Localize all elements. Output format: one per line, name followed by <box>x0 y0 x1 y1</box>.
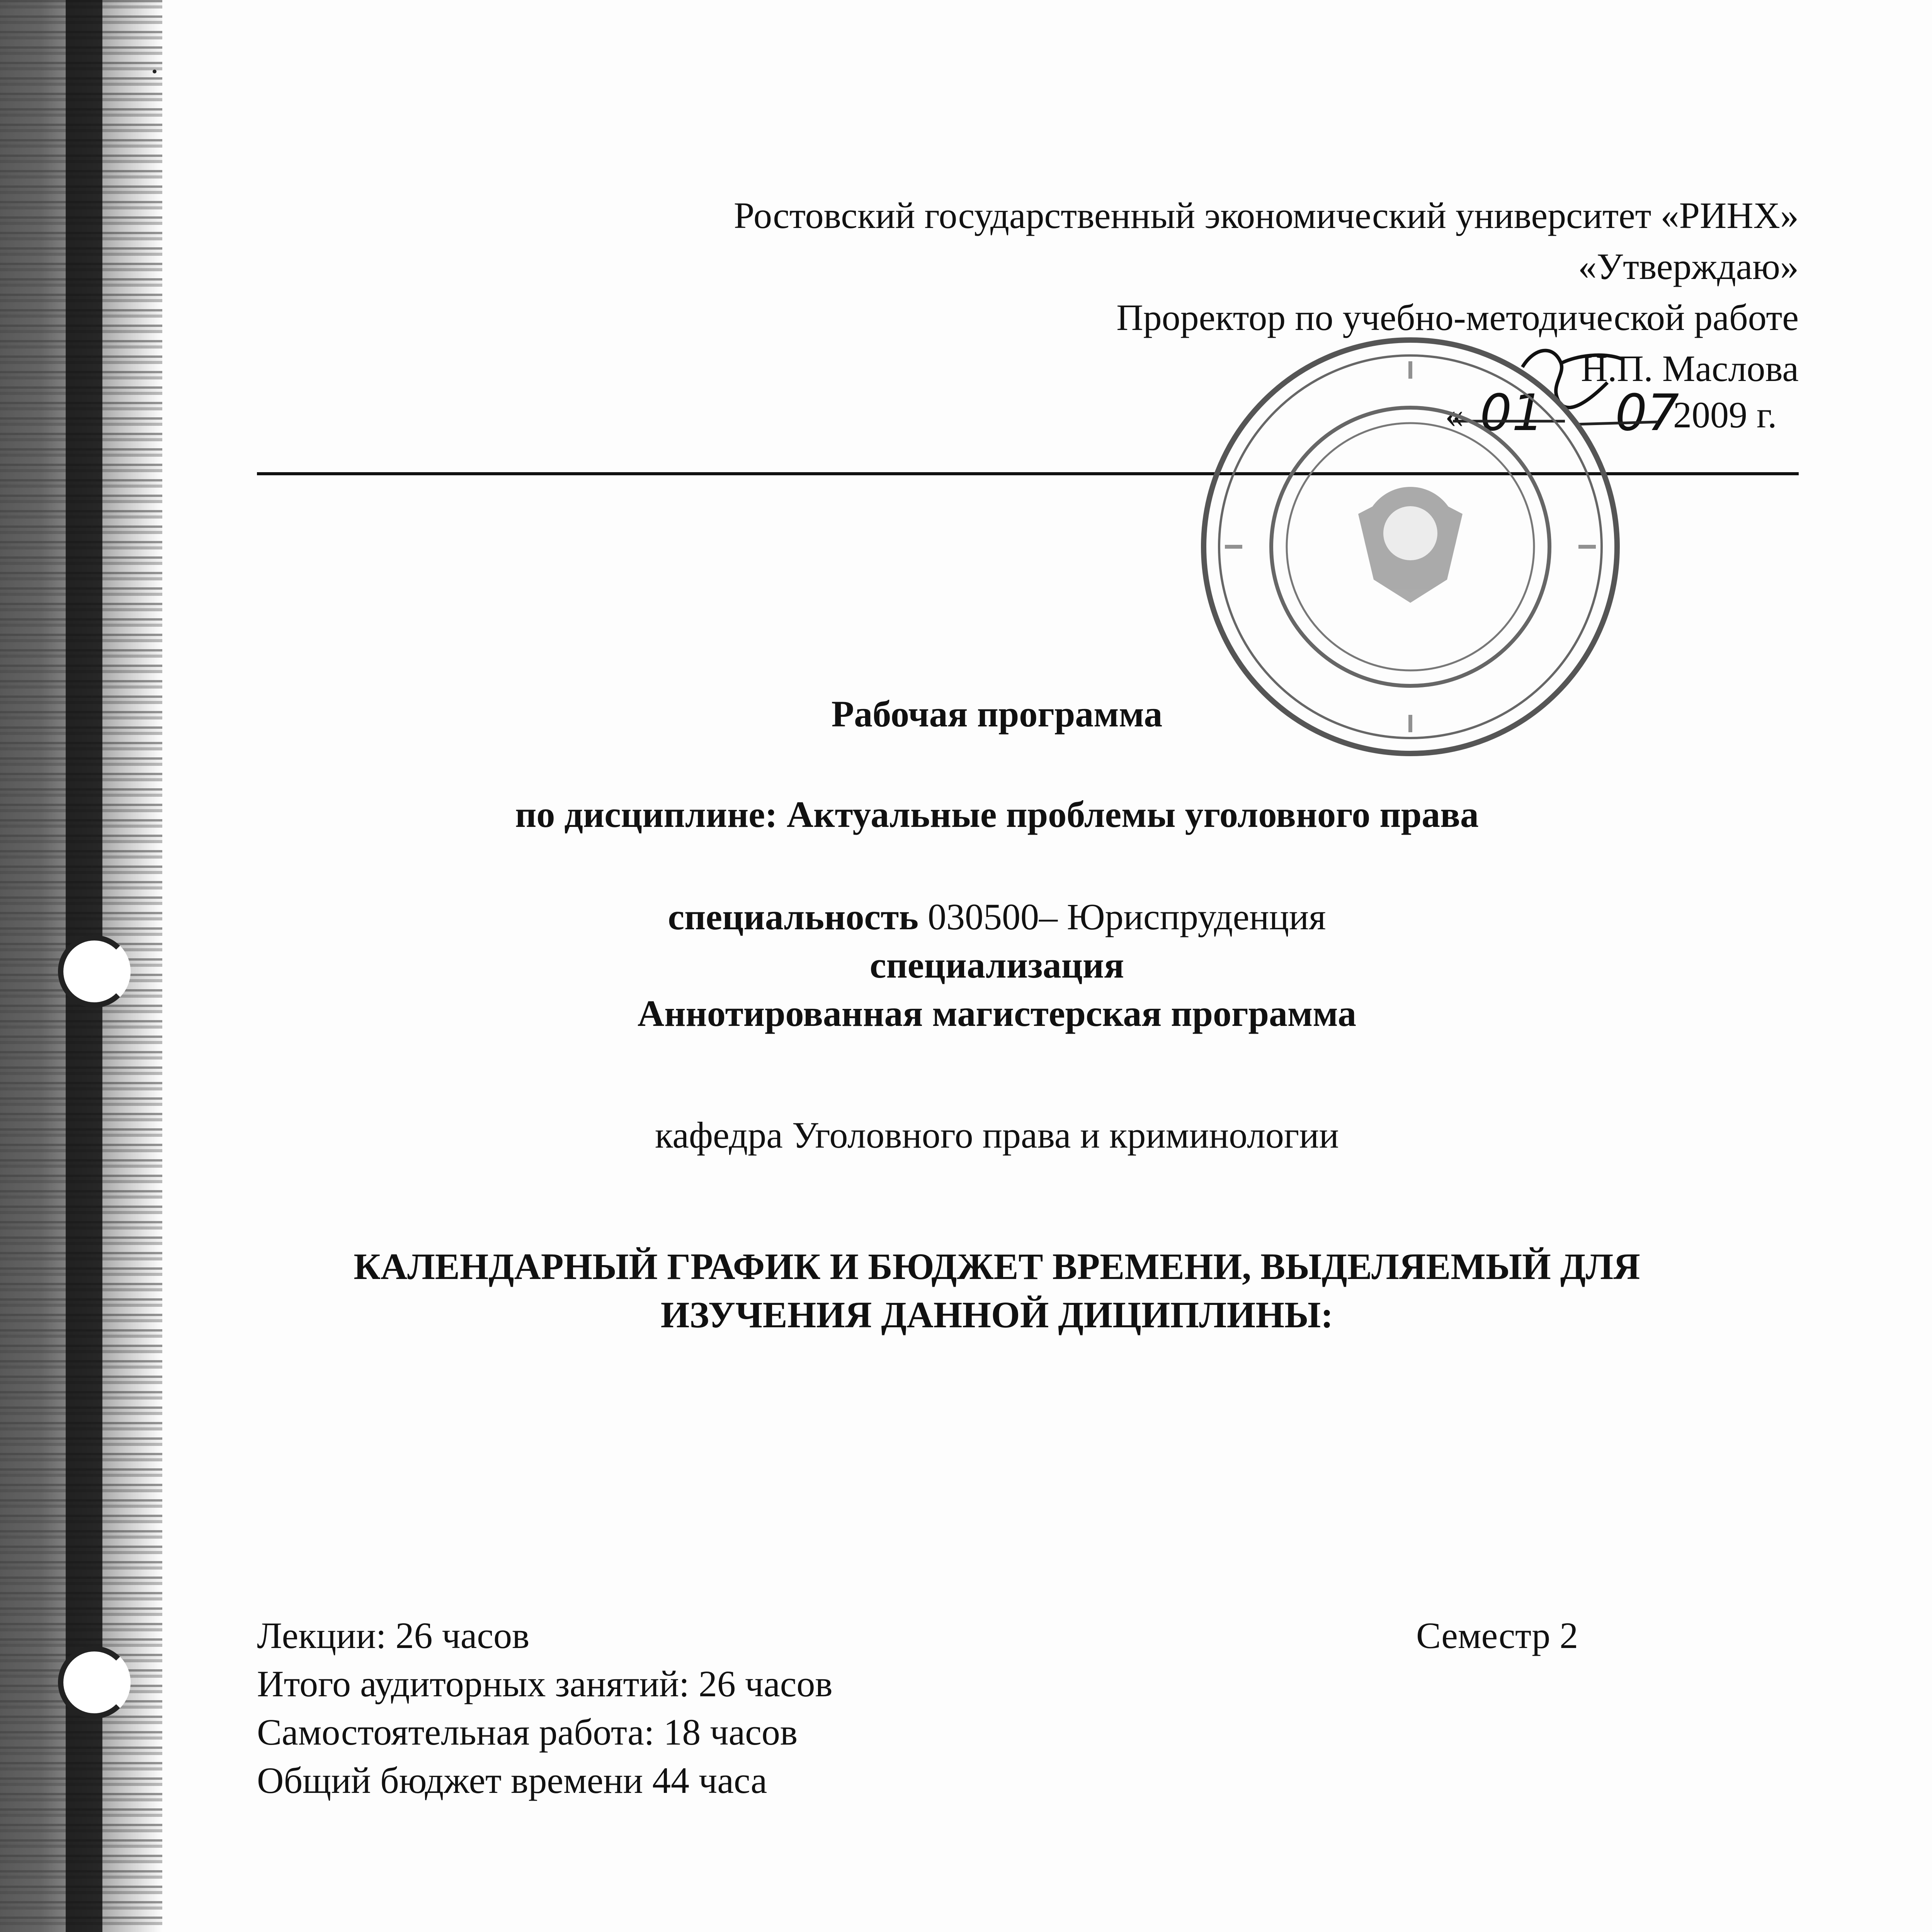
university-name: Ростовский государственный экономический университет «РИНХ» <box>733 195 1799 236</box>
schedule-heading-line2: ИЗУЧЕНИЯ ДАННОЙ ДИЦИПЛИНЫ: <box>660 1294 1333 1335</box>
specialization-value: Аннотированная магистерская программа <box>637 993 1357 1034</box>
approval-date-year: 2009 г. <box>1673 394 1777 435</box>
lectures-hours: Лекции: 26 часов <box>257 1615 530 1656</box>
specialty-label: специальность <box>668 896 918 937</box>
auditorium-hours: Итого аудиторных занятий: 26 часов <box>257 1663 833 1704</box>
total-hours: Общий бюджет времени 44 часа <box>257 1760 767 1801</box>
specialization-label: специализация <box>869 944 1124 986</box>
punch-hole <box>58 1646 131 1719</box>
schedule-heading-line1: КАЛЕНДАРНЫЙ ГРАФИК И БЮДЖЕТ ВРЕМЕНИ, ВЫДЕЛЯЕМЫЙ ДЛЯ <box>354 1246 1640 1287</box>
approval-date-day: 01 <box>1480 383 1544 442</box>
department-name: кафедра Уголовного права и криминологии <box>655 1114 1339 1156</box>
approver-name: Н.П. Маслова <box>1581 348 1799 389</box>
approval-date-open: « <box>1445 394 1464 435</box>
approver-position: Проректор по учебно-методической работе <box>1116 297 1799 338</box>
self-study-hours: Самостоятельная работа: 18 часов <box>257 1711 798 1753</box>
semester-label: Семестр 2 <box>1416 1615 1578 1656</box>
scan-speck <box>153 70 156 73</box>
specialty-line <box>0 895 1932 939</box>
specialty-value: 030500– Юриспруденция <box>928 896 1326 937</box>
approve-label: «Утверждаю» <box>1578 246 1799 287</box>
discipline-title: по дисциплине: Актуальные проблемы уголовного права <box>515 794 1479 835</box>
document-title: Рабочая программа <box>831 693 1163 735</box>
approval-date-month: 07 <box>1615 383 1679 442</box>
